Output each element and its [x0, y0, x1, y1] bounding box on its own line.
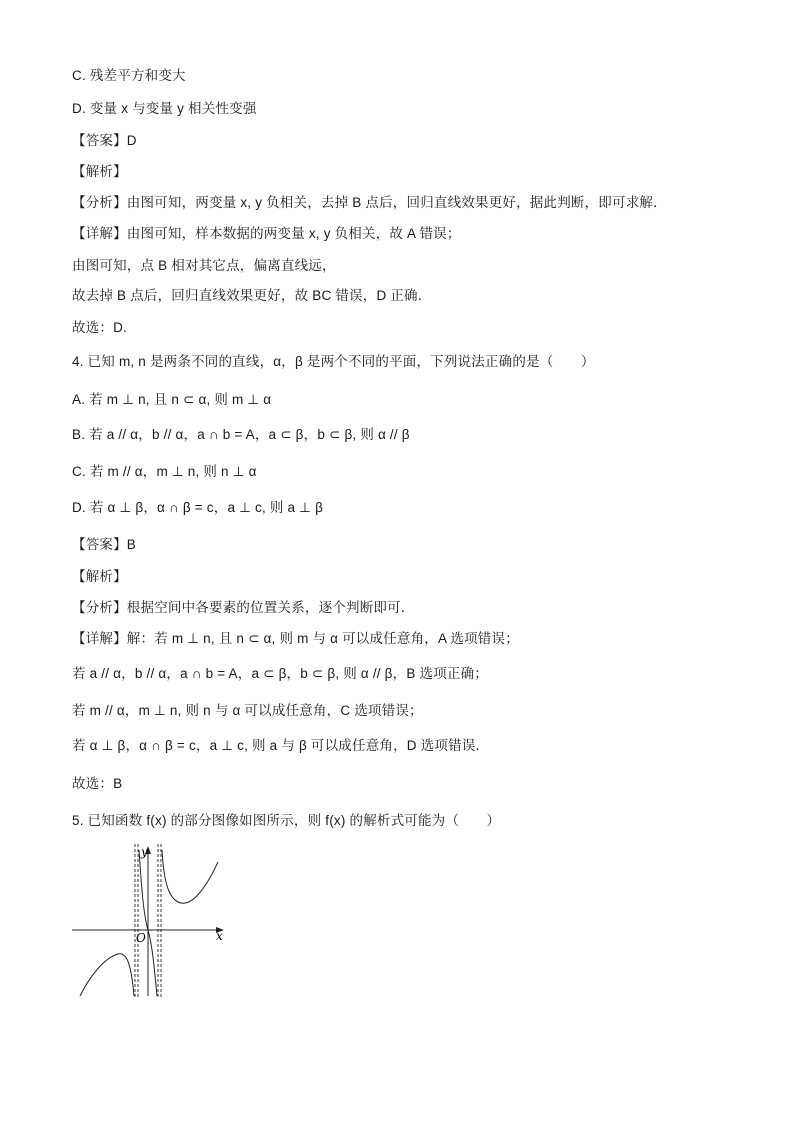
choice-line: 故选：D. [72, 320, 127, 335]
answer-line: 【答案】D [72, 133, 137, 148]
q4-detail-b: 若 a // α，b // α，a ∩ b = A，a ⊂ β，b ⊂ β, 则 α // β，B 选项正确； [72, 666, 488, 681]
analysis-heading: 【解析】 [72, 164, 127, 179]
detail-line-3: 故去掉 B 点后，回归直线效果更好，故 BC 错误，D 正确． [72, 288, 432, 303]
detail-line-1: 【详解】由图可知，样本数据的两变量 x, y 负相关，故 A 错误； [72, 226, 461, 241]
detail-line-2: 由图可知，点 B 相对其它点，偏离直线远， [72, 258, 336, 273]
q4-option-a: A. 若 m ⊥ n, 且 n ⊂ α, 则 m ⊥ α [72, 392, 272, 407]
q4-analysis-summary: 【分析】根据空间中各要素的位置关系，逐个判断即可． [72, 600, 415, 615]
option-d-line: D. 变量 x 与变量 y 相关性变强 [72, 101, 257, 116]
q4-answer: 【答案】B [72, 537, 137, 552]
function-graph-figure [68, 836, 238, 1006]
q4-option-b: B. 若 a // α，b // α，a ∩ b = A，a ⊂ β，b ⊂ β, 则 α // β [72, 427, 410, 442]
x-axis-label: x [216, 929, 223, 943]
q4-detail-a: 【详解】解：若 m ⊥ n, 且 n ⊂ α, 则 m 与 α 可以成任意角，A 选项错误； [72, 631, 519, 646]
q4-detail-d: 若 α ⊥ β，α ∩ β = c，a ⊥ c, 则 a 与 β 可以成任意角，D 选项错误． [72, 738, 490, 753]
question-4-stem: 4. 已知 m, n 是两条不同的直线，α，β 是两个不同的平面，下列说法正确的是（ ） [72, 354, 595, 369]
q4-option-c: C. 若 m // α，m ⊥ n, 则 n ⊥ α [72, 464, 257, 479]
curve-right-branch [162, 850, 218, 903]
q4-detail-c: 若 m // α，m ⊥ n, 则 n 与 α 可以成任意角，C 选项错误； [72, 703, 423, 718]
curve-left-branch [80, 954, 134, 996]
question-5-stem: 5. 已知函数 f(x) 的部分图像如图所示，则 f(x) 的解析式可能为（ ） [72, 813, 501, 828]
origin-label: O [136, 931, 146, 945]
y-axis-label: y [141, 845, 148, 859]
q4-option-d: D. 若 α ⊥ β，α ∩ β = c，a ⊥ c, 则 a ⊥ β [72, 500, 324, 515]
option-c-line: C. 残差平方和变大 [72, 68, 186, 83]
analysis-summary: 【分析】由图可知，两变量 x, y 负相关，去掉 B 点后，回归直线效果更好，据此判断，即可求解． [72, 195, 667, 210]
q4-choice: 故选：B [72, 776, 123, 791]
q4-analysis-heading: 【解析】 [72, 569, 127, 584]
